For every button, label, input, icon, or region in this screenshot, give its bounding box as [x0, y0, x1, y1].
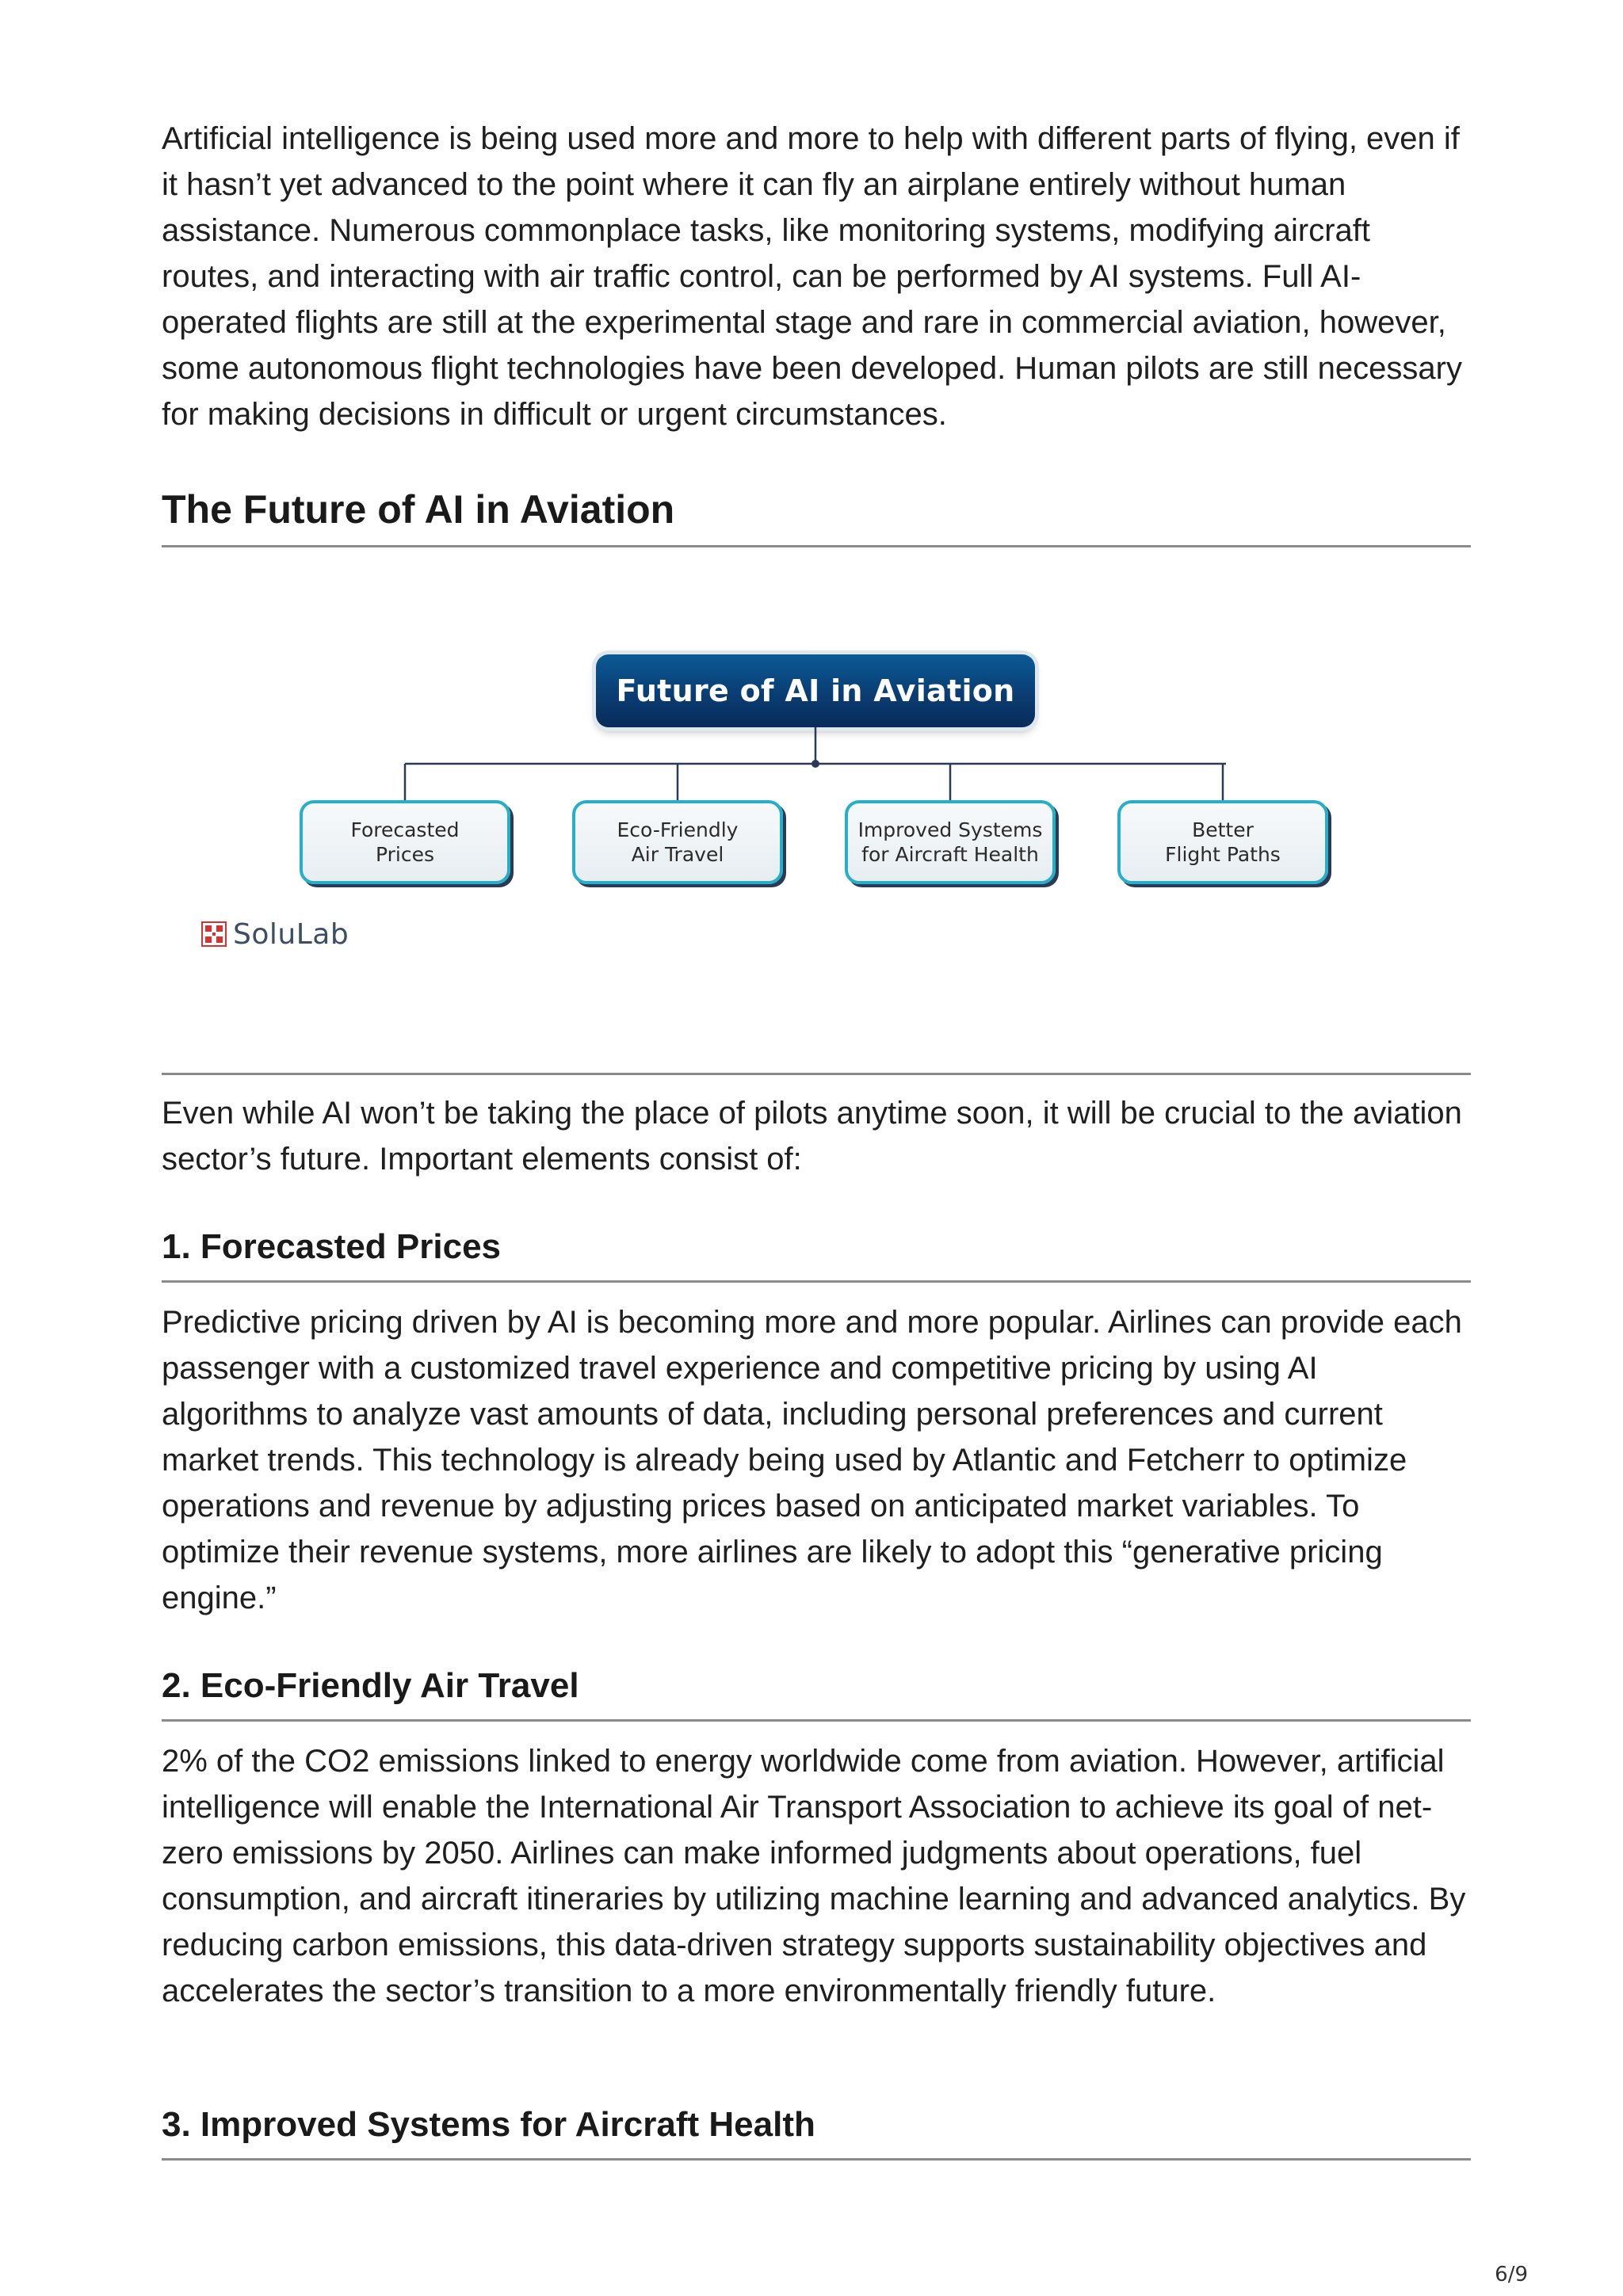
diagram-node-forecasted-prices — [300, 800, 510, 884]
node-label-line1: Eco-Friendly — [617, 818, 739, 841]
node-label-line2: Air Travel — [631, 843, 724, 866]
node-label-line1: Better — [1192, 818, 1254, 841]
solulab-logo-text: SoluLab — [233, 917, 349, 951]
diagram-title: Future of AI in Aviation — [596, 654, 1035, 727]
section-title-divider — [162, 545, 1471, 547]
node-label-line2: Prices — [375, 843, 434, 866]
section-heading-3: 3. Improved Systems for Aircraft Health — [162, 2105, 815, 2144]
node-label-line2: Flight Paths — [1165, 843, 1281, 866]
page-number: 6/9 — [1495, 2263, 1528, 2286]
section-heading-2: 2. Eco-Friendly Air Travel — [162, 1666, 579, 1705]
diagram-node-aircraft-health — [845, 800, 1056, 884]
diagram-node-flight-paths — [1117, 800, 1328, 884]
section-divider-2 — [162, 1719, 1471, 1722]
future-of-ai-diagram — [162, 654, 1471, 971]
figure-bottom-divider — [162, 1073, 1471, 1075]
solulab-logo-icon — [201, 921, 227, 947]
section-title: The Future of AI in Aviation — [162, 487, 675, 532]
lead-paragraph: Even while AI won’t be taking the place of pilots anytime soon, it will be crucial to the aviation sector’s future. Important elements consist of: — [162, 1096, 1462, 1177]
solulab-logo — [201, 918, 349, 950]
node-label-line1: Improved Systems — [857, 818, 1043, 841]
section-body-2: 2% of the CO2 emissions linked to energy worldwide come from aviation. However, artificial intelligence will enable the International Air Transport Association to achieve its goal of net-zero emissions by 2050. Airlines can make informed judgments about operations, fuel consumption, and aircraft itineraries by utilizing machine learning and advanced analytics. By reducing carbon emissions, this data-driven strategy supports sustainability objectives and accelerates the sector’s transition to a more environmentally friendly future. — [162, 1744, 1466, 2008]
connector-dot — [812, 760, 819, 768]
section-divider-3 — [162, 2158, 1471, 2161]
node-label-line2: for Aircraft Health — [861, 843, 1039, 866]
node-label-line1: Forecasted — [350, 818, 460, 841]
section-heading-1: 1. Forecasted Prices — [162, 1227, 502, 1266]
intro-paragraph: Artificial intelligence is being used more and more to help with different parts of flying, even if it hasn’t yet advanced to the point where it can fly an airplane entirely without human assistance. Numerous commonplace tasks, like monitoring systems, modifying aircraft routes, and interacting with air traffic control, can be performed by AI systems. Full AI-operated flights are still at the experimental stage and rare in commercial aviation, however, some autonomous flight technologies have been developed. Human pilots are still necessary for making decisions in difficult or urgent circumstances. — [162, 121, 1462, 432]
section-divider-1 — [162, 1280, 1471, 1283]
section-body-1: Predictive pricing driven by AI is becoming more and more popular. Airlines can provide each passenger with a customized travel experience and competitive pricing by using AI algorithms to analyze vast amounts of data, including personal preferences and current market trends. This technology is already being used by Atlantic and Fetcherr to optimize operations and revenue by adjusting prices based on anticipated market variables. To optimize their revenue systems, more airlines are likely to adopt this “generative pricing engine.” — [162, 1305, 1462, 1615]
diagram-node-eco-friendly — [572, 800, 783, 884]
